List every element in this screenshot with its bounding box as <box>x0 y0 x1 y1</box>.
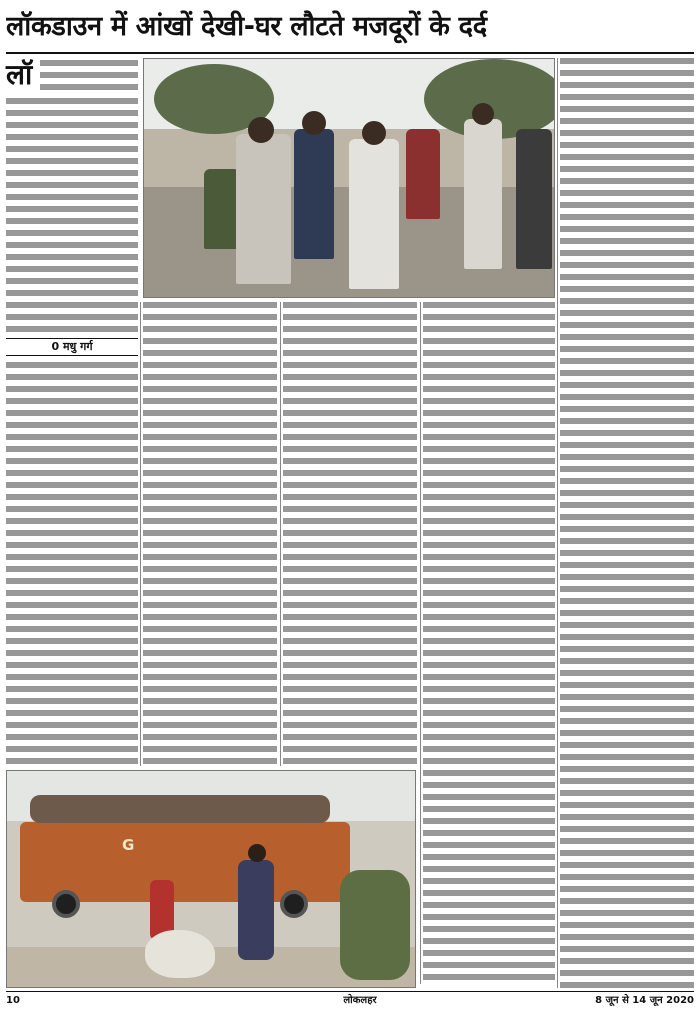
photo-head-2 <box>302 111 326 135</box>
photo-head <box>248 844 266 862</box>
issue-date: 8 जून से 14 जून 2020 <box>595 995 694 1006</box>
photo-person-1 <box>236 134 291 284</box>
photo-head-5 <box>472 103 494 125</box>
body-column-4 <box>423 302 555 984</box>
photo-person-5 <box>464 119 502 269</box>
page-number: 10 <box>6 995 20 1006</box>
photo-head-3 <box>362 121 386 145</box>
photo-truck-passengers <box>30 795 330 823</box>
photo-person-4 <box>406 129 440 219</box>
headline: लॉकडाउन में आंखों देखी-घर लौटते मजदूरों के दर्द <box>6 11 487 42</box>
photo-backpack <box>204 169 240 249</box>
body-column-1-upper <box>6 98 138 334</box>
column-separator <box>140 302 141 766</box>
photo-person-6 <box>516 129 552 269</box>
body-column-3 <box>283 302 417 766</box>
byline: 0 मधु गर्ग <box>6 338 138 356</box>
body-column-1-top <box>40 60 138 96</box>
publication-name: लोकलहर <box>343 995 377 1006</box>
photo-truck-wheel <box>280 890 308 918</box>
headline-rule <box>6 52 694 54</box>
column-separator <box>280 302 281 766</box>
body-column-5 <box>560 58 694 988</box>
body-column-2 <box>143 302 277 766</box>
photo-sack <box>145 930 215 978</box>
photo-head-1 <box>248 117 274 143</box>
photo-truck-wheel <box>52 890 80 918</box>
drop-cap: लॉ <box>6 58 33 91</box>
body-column-1-lower <box>6 362 138 766</box>
footer-rule <box>6 991 694 992</box>
photo-truck-label: G <box>122 836 136 854</box>
photo-person-in-dress <box>238 860 274 960</box>
photo-person-2 <box>294 129 334 259</box>
photo-person-3 <box>349 139 399 289</box>
top-photo-walking-migrants <box>143 58 555 298</box>
photo-roadside-plants <box>340 870 410 980</box>
column-separator <box>420 302 421 984</box>
column-separator <box>557 58 558 988</box>
